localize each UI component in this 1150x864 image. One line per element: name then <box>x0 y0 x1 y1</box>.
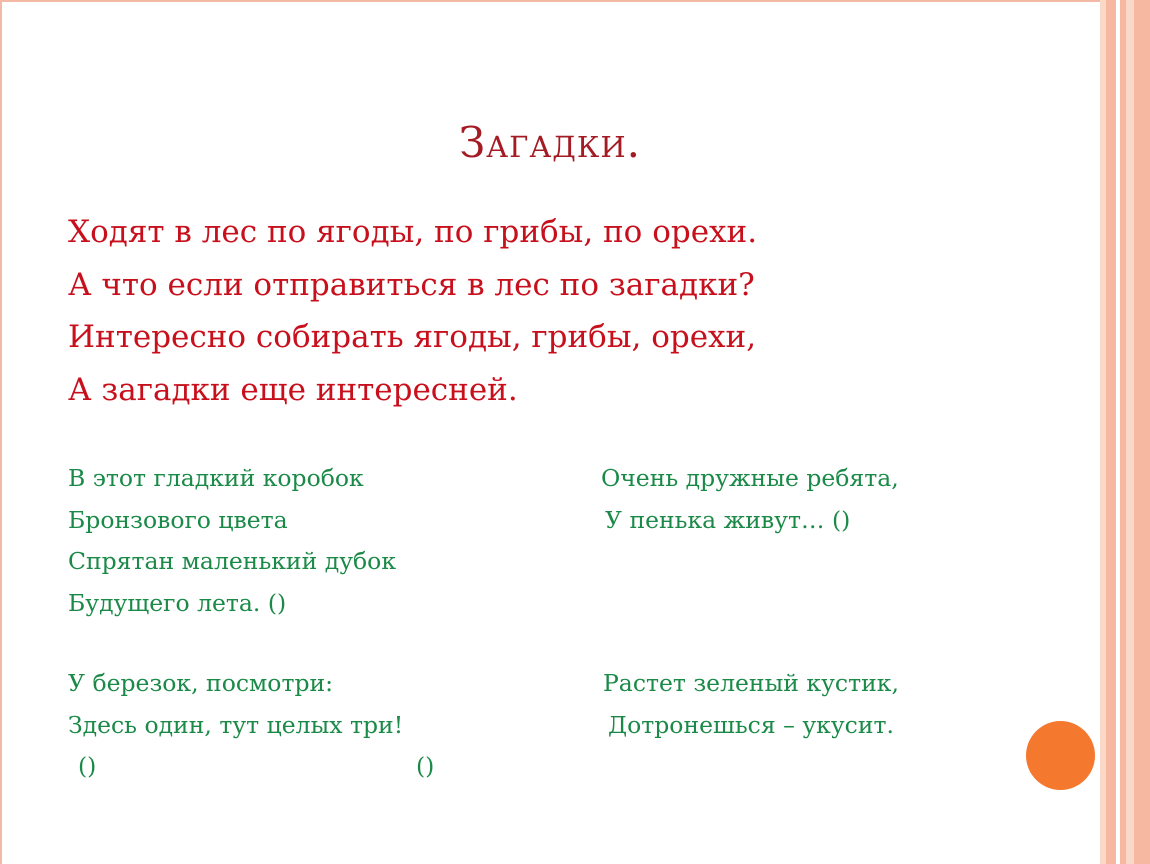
riddle-line: Здесь один, тут целых три! <box>68 710 404 739</box>
riddle-answer-blank: () <box>416 752 435 780</box>
riddle-line: Бронзового цвета <box>68 505 288 534</box>
riddle-line: У пенька живут… () <box>605 505 851 534</box>
riddle-acorn <box>68 458 396 624</box>
riddle-birch-mushrooms <box>68 663 403 788</box>
riddle-line: У березок, посмотри: <box>68 669 334 697</box>
riddle-nettle <box>603 663 899 746</box>
riddle-line: Растет зеленый кустик, <box>603 669 899 697</box>
riddle-honey-mushrooms <box>601 458 899 541</box>
right-stripe-6 <box>1134 0 1150 864</box>
orange-circle-decoration <box>1026 721 1095 790</box>
riddle-line: Будущего лета. () <box>68 588 287 617</box>
riddle-line: Дотронешься – укусит. <box>608 710 894 739</box>
intro-line: Ходят в лес по ягоды, по грибы, по орехи. <box>68 214 758 250</box>
riddle-line: () <box>78 752 97 780</box>
riddle-line: Спрятан маленький дубок <box>68 547 397 575</box>
intro-line: А загадки еще интересней. <box>68 371 518 408</box>
riddle-line: В этот гладкий коробок <box>68 464 364 492</box>
right-stripe-5 <box>1126 0 1134 864</box>
intro-line: Интересно собирать ягоды, грибы, орехи, <box>68 319 757 355</box>
slide-top-border <box>0 0 1150 2</box>
slide-title: Загадки. <box>459 118 641 167</box>
intro-line: А что если отправиться в лес по загадки? <box>68 266 755 303</box>
right-stripe-2 <box>1106 0 1116 864</box>
intro-text <box>68 206 757 416</box>
riddle-line: Очень дружные ребята, <box>601 464 899 492</box>
